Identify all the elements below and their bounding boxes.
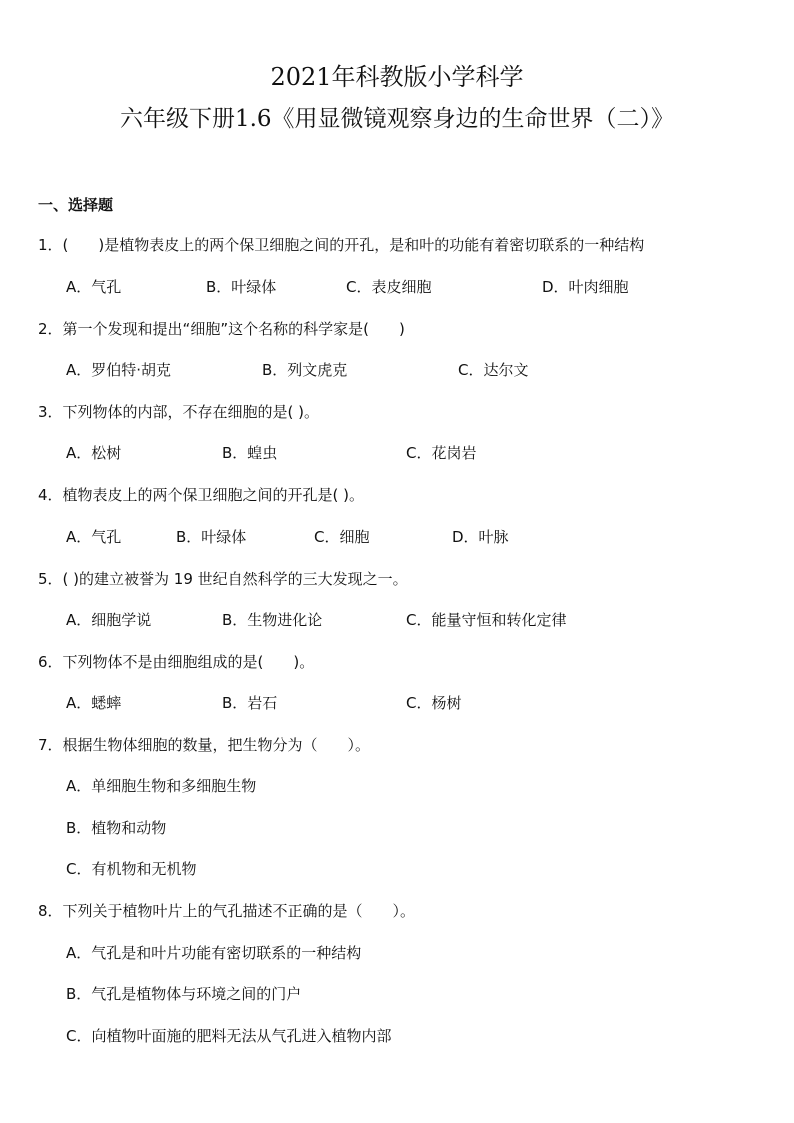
section-heading: 一、选择题 — [38, 196, 114, 214]
question-7-option-c: C．有机物和无机物 — [66, 860, 197, 878]
question-8-option-c: C．向植物叶面施的肥料无法从气孔进入植物内部 — [66, 1027, 392, 1045]
question-1-stem: 1．( )是植物表皮上的两个保卫细胞之间的开孔，是和叶的功能有着密切联系的一种结构 — [38, 236, 645, 254]
question-4-option-c: C．细胞 — [314, 528, 370, 546]
question-4-option-a: A．气孔 — [66, 528, 122, 546]
question-6-option-c: C．杨树 — [406, 694, 462, 712]
document-title-line2: 六年级下册1.6《用显微镜观察身边的生命世界（二）》 — [119, 106, 675, 132]
question-1-option-d: D．叶肉细胞 — [542, 278, 629, 296]
question-3-option-b: B．蝗虫 — [222, 444, 278, 462]
question-3-option-a: A．松树 — [66, 444, 122, 462]
question-2-stem: 2．第一个发现和提出“细胞”这个名称的科学家是( ) — [38, 320, 405, 338]
question-3-option-c: C．花岗岩 — [406, 444, 477, 462]
question-8-stem: 8．下列关于植物叶片上的气孔描述不正确的是（ ）。 — [38, 902, 416, 920]
question-5-option-a: A．细胞学说 — [66, 611, 152, 629]
document-title-line1: 2021年科教版小学科学 — [270, 63, 524, 91]
question-1-option-a: A．气孔 — [66, 278, 122, 296]
question-8-option-b: B．气孔是植物体与环境之间的门户 — [66, 985, 302, 1003]
question-2-option-a: A．罗伯特·胡克 — [66, 361, 172, 379]
question-5-option-c: C．能量守恒和转化定律 — [406, 611, 567, 629]
question-2-option-b: B．列文虎克 — [262, 361, 348, 379]
question-4-stem: 4．植物表皮上的两个保卫细胞之间的开孔是( )。 — [38, 486, 365, 504]
question-6-option-b: B．岩石 — [222, 694, 278, 712]
question-8-option-a: A．气孔是和叶片功能有密切联系的一种结构 — [66, 944, 362, 962]
question-7-option-b: B．植物和动物 — [66, 819, 167, 837]
question-6-stem: 6．下列物体不是由细胞组成的是( )。 — [38, 653, 315, 671]
question-1-option-c: C．表皮细胞 — [346, 278, 432, 296]
question-4-option-b: B．叶绿体 — [176, 528, 247, 546]
question-3-stem: 3．下列物体的内部，不存在细胞的是( )。 — [38, 403, 320, 421]
question-5-stem: 5．( )的建立被誉为 19 世纪自然科学的三大发现之一。 — [38, 570, 408, 588]
question-5-option-b: B．生物进化论 — [222, 611, 323, 629]
question-7-stem: 7．根据生物体细胞的数量，把生物分为（ ）。 — [38, 736, 371, 754]
question-7-option-a: A．单细胞生物和多细胞生物 — [66, 777, 257, 795]
question-2-option-c: C．达尔文 — [458, 361, 529, 379]
question-1-option-b: B．叶绿体 — [206, 278, 277, 296]
question-4-option-d: D．叶脉 — [452, 528, 509, 546]
question-6-option-a: A．蟋蟀 — [66, 694, 122, 712]
